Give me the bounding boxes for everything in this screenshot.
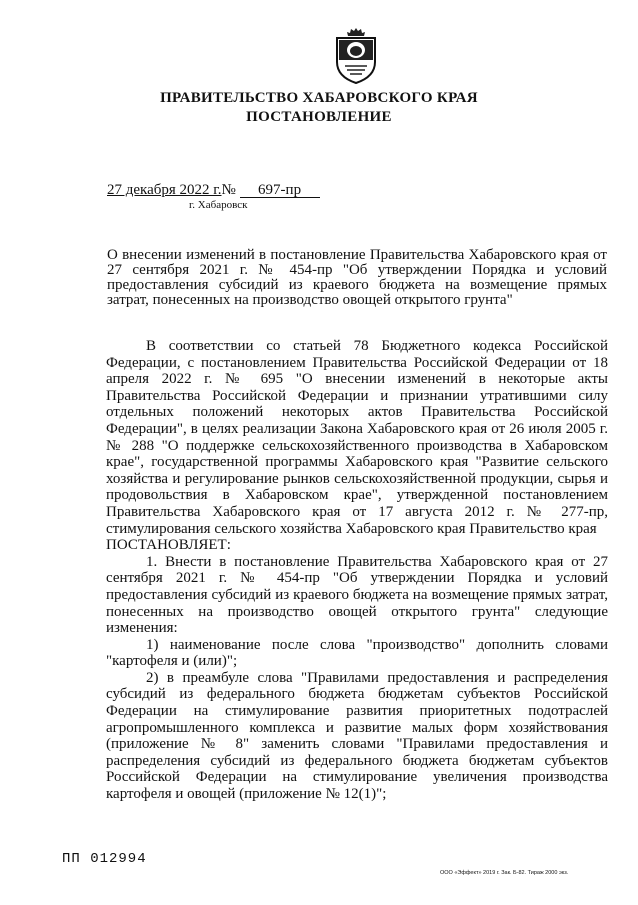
document-date: 27 декабря 2022 г. [107, 182, 222, 198]
item-1-paragraph: 1. Внести в постановление Правительства Хабаровского края от 27 сентября 2021 г. № 454-пр "Об утверждении Порядка и условий предоставления субсидий из краевого бюджета на возмещение прямых затрат, понесенных на производство овощей открытого грунта" следующие изменения: [106, 553, 608, 637]
coat-of-arms-emblem [331, 26, 381, 84]
document-body [106, 338, 608, 803]
government-title: ПРАВИТЕЛЬСТВО ХАБАРОВСКОГО КРАЯ [160, 90, 478, 106]
serial-number: ПП 012994 [62, 851, 147, 867]
subitem-1-paragraph: 1) наименование после слова "производство" дополнить словами "картофеля и (или)"; [106, 636, 608, 670]
subitem-2-paragraph: 2) в преамбуле слова "Правилами предоставления и распределения субсидий из федерального бюджета бюджетам субъектов Российской Федерации на стимулирование развития приоритетных подотраслей агропромышленного комплекса и развитие малых форм хозяйствования (приложение № 8" заменить словами "Правилами предоставления и распределения субсидий из федерального бюджета бюджетам субъектов Российской Федерации на стимулирование увеличения производства картофеля и овощей (приложение № 12(1)"; [106, 669, 608, 803]
preamble-paragraph: В соответствии со статьей 78 Бюджетного кодекса Российской Федерации, с постановлением Правительства Российской Федерации от 18 апреля 2022 г. № 695 "О внесении изменений в некоторые акты Правительства Российской Федерации и признании утратившими силу отдельных положений некоторых актов Правительства Российской Федерации", в целях реализации Закона Хабаровского края от 26 июля 2005 г. № 288 "О поддержке сельскохозяйственного производства в Хабаровском крае", государственной программы Хабаровского края "Развитие сельского хозяйства и регулирование рынков сельскохозяйственной продукции, сырья и продовольствия в Хабаровском крае", утвержденной постановлением Правительства Хабаровского края от 17 августа 2012 г. № 277-пр, стимулирования сельского хозяйства Хабаровского края Правительство края [106, 338, 608, 537]
document-number: 697-пр [240, 183, 320, 198]
number-sign: № [221, 182, 236, 198]
printer-imprint: ООО «Эффект» 2019 г. Зак. Б-82. Тираж 2000 экз. [440, 870, 569, 876]
resolve-heading: ПОСТАНОВЛЯЕТ: [106, 537, 231, 554]
document-subject: О внесении изменений в постановление Правительства Хабаровского края от 27 сентября 2021 г. № 454-пр "Об утверждении Порядка и условий предоставления субсидий из краевого бюджета на возмещение прямых затрат, понесенных на производство овощей открытого грунта" [107, 247, 607, 308]
date-number-line [107, 182, 320, 199]
document-type: ПОСТАНОВЛЕНИЕ [246, 109, 392, 125]
document-city: г. Хабаровск [189, 199, 248, 211]
